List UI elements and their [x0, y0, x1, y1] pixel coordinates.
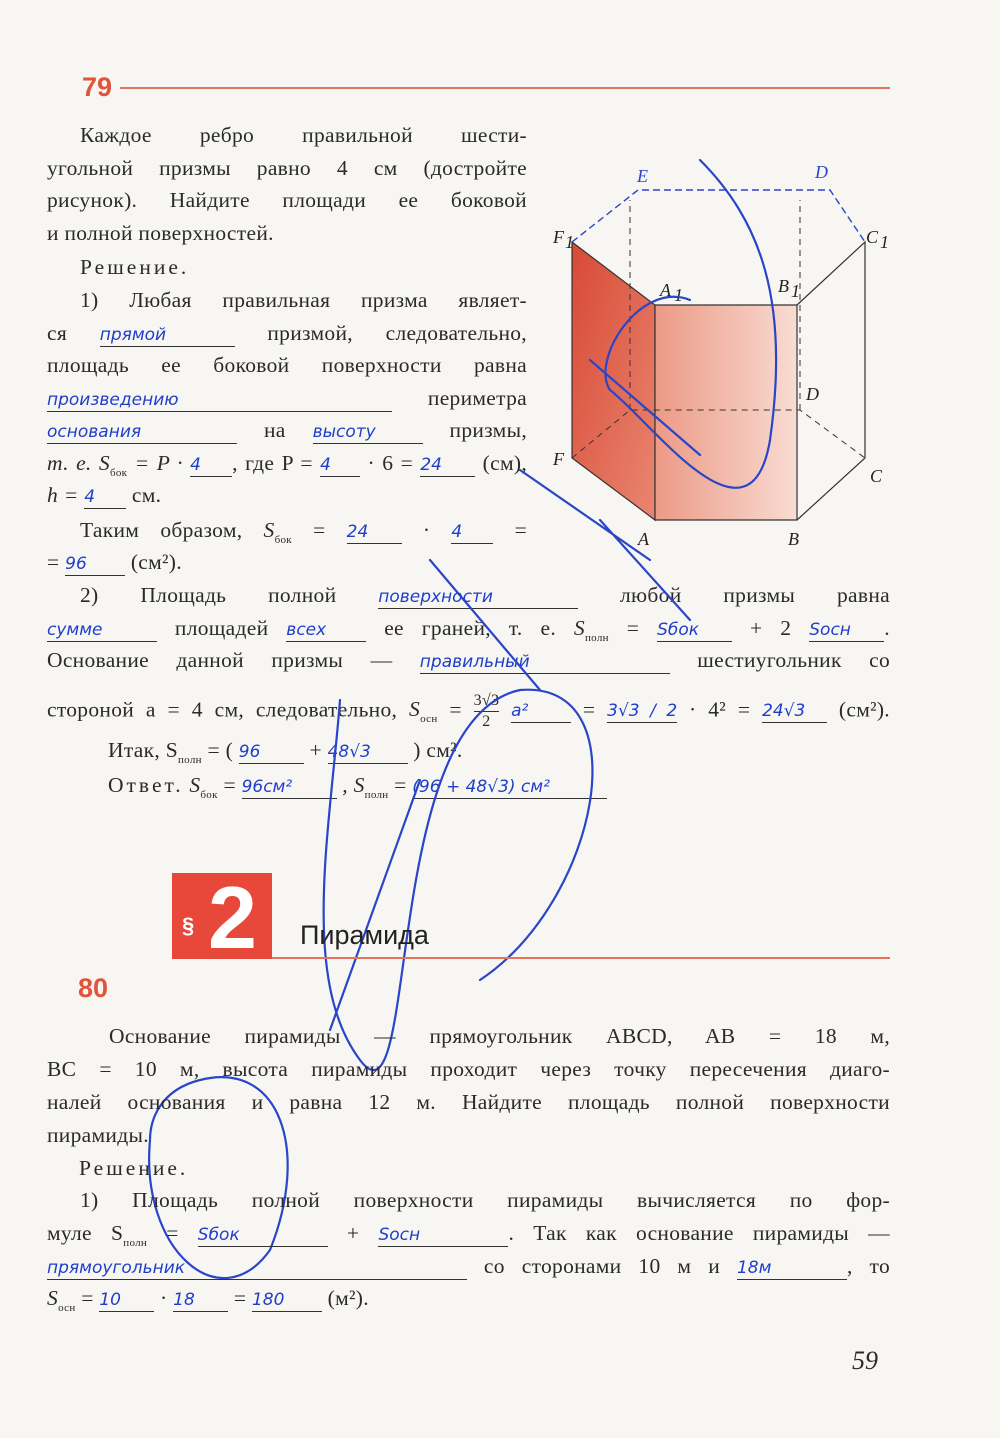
text: · 6 = — [367, 451, 414, 475]
statement-line: рисунок). Найдите площади ее боковой — [47, 188, 527, 212]
answer-blank[interactable]: 96 — [65, 553, 125, 576]
text: + 2 — [749, 616, 792, 640]
text-line — [47, 481, 527, 509]
text: · — [160, 1286, 168, 1310]
statement-line: BC = 10 м, высота пирамиды проходит через точку пересечения диаго- — [47, 1057, 890, 1081]
text: площадей — [174, 616, 269, 640]
answer-blank[interactable]: Sбок — [198, 1224, 328, 1247]
answer-blank[interactable]: Sосн — [378, 1224, 508, 1247]
answer-blank[interactable]: произведению — [47, 389, 392, 412]
section-symbol: § — [182, 913, 195, 938]
answer-blank[interactable]: высоту — [313, 421, 423, 444]
text-line — [47, 416, 527, 444]
answer-blank[interactable]: 10 — [99, 1289, 154, 1312]
text: на — [263, 418, 286, 442]
answer-blank[interactable]: правильный — [420, 651, 670, 674]
text: (м²). — [327, 1286, 369, 1310]
hexagonal-prism-figure — [540, 150, 900, 550]
label-A1: A — [660, 280, 671, 300]
answer-blank[interactable]: Sбок — [657, 619, 732, 642]
text: = — [166, 1221, 179, 1245]
answer-blank[interactable]: 96 — [239, 741, 304, 764]
label-C: C — [870, 466, 883, 486]
answer-blank[interactable]: 3√3 / 2 — [607, 701, 678, 722]
text: ее граней, т. е. — [384, 616, 557, 640]
statement-line: налей основания и равна 12 м. Найдите площадь полной поверхности — [47, 1090, 890, 1114]
text: = — [223, 773, 236, 797]
text: = — [47, 550, 60, 574]
prism-edge — [797, 242, 865, 520]
text-line — [47, 581, 890, 609]
text: (см), — [482, 451, 528, 475]
text: см. — [131, 483, 162, 507]
text: , то — [846, 1254, 890, 1278]
text: шестиугольник со — [697, 648, 890, 672]
text-line — [47, 646, 890, 674]
statement-line: и полной поверхностей. — [47, 221, 274, 245]
section-badge — [172, 868, 272, 967]
answer-blank[interactable]: 4 — [320, 454, 360, 477]
text: = — [81, 1286, 94, 1310]
text: = — [313, 518, 326, 542]
text: любой призмы равна — [620, 583, 890, 607]
answer-blank[interactable]: 4 — [451, 521, 493, 544]
answer-blank[interactable]: прямой — [100, 324, 235, 347]
fraction: $\frac{3√3}{2}$ — [473, 692, 500, 730]
answer-label: Ответ. — [108, 773, 184, 797]
text-line — [47, 691, 890, 733]
label-D1: D — [815, 162, 828, 182]
text-line: площадь ее боковой поверхности равна — [47, 353, 527, 377]
divider — [120, 87, 890, 89]
text: Итак, $S_{полн}$ — [108, 738, 202, 766]
solution-label: Решение. — [79, 1156, 189, 1180]
answer-blank[interactable]: (96 + 48√3) см² — [412, 776, 607, 799]
answer-blank[interactable]: a² — [511, 700, 571, 723]
text: = P · — [134, 451, 183, 475]
text: = — [233, 1286, 247, 1310]
text: = — [626, 616, 640, 640]
text: = — [394, 773, 407, 797]
label-D: D — [806, 384, 819, 404]
text: стороной a = 4 см, следовательно, — [47, 697, 398, 722]
label-F1: F — [553, 227, 564, 247]
top-edges-ink — [572, 190, 865, 242]
label-A: A — [638, 529, 649, 549]
text: 2) Площадь полной — [80, 583, 337, 607]
text: $S_{бок}$ — [263, 518, 292, 546]
text-line — [47, 1284, 890, 1322]
text: Таким образом, — [80, 518, 243, 542]
text-line — [47, 1252, 890, 1280]
text: (см²). — [130, 550, 182, 574]
text: = ( — [207, 738, 234, 762]
svg-text:1: 1 — [791, 281, 800, 301]
text: + — [346, 1221, 360, 1245]
text-line: 1) Площадь полной поверхности пирамиды вычисляется по фор- — [80, 1188, 890, 1212]
section-number: 2 — [208, 868, 257, 967]
text: со сторонами 10 м и — [483, 1254, 721, 1278]
answer-blank[interactable]: всех — [286, 619, 366, 642]
prism-face-left — [572, 242, 655, 520]
text: ся — [47, 321, 68, 345]
text: призмой, следовательно, — [267, 321, 527, 345]
answer-line — [47, 771, 890, 809]
section-title: Пирамида — [300, 920, 429, 950]
answer-blank[interactable]: 180 — [252, 1289, 322, 1312]
prism-face-front — [655, 305, 797, 520]
answer-blank[interactable]: 4 — [84, 486, 126, 509]
text: = — [582, 697, 596, 722]
problem-number-80: 80 — [78, 973, 109, 1003]
text: . Так как основание пирамиды — — [508, 1221, 890, 1245]
label-B1: B — [778, 276, 789, 296]
statement-line: угольной призмы равно 4 см (достройте — [47, 156, 527, 180]
text: муле $S_{полн}$ — [47, 1221, 148, 1249]
answer-blank[interactable]: основания — [47, 421, 237, 444]
answer-blank[interactable]: 96см² — [242, 776, 337, 799]
answer-blank[interactable]: 4 — [190, 454, 232, 477]
solution-label: Решение. — [80, 255, 190, 279]
text: = — [514, 518, 527, 542]
text-line — [47, 384, 527, 412]
text: $S_{осн}$ — [409, 697, 438, 726]
text: (см²). — [838, 697, 890, 722]
answer-blank[interactable]: Sосн — [809, 619, 884, 642]
svg-text:1: 1 — [674, 285, 683, 305]
text: , где P = — [232, 451, 313, 475]
text: h = — [47, 483, 79, 507]
text: $S_{осн}$ — [47, 1286, 76, 1314]
text: Основание данной призмы — — [47, 648, 393, 672]
text-line — [47, 548, 527, 576]
divider — [272, 957, 890, 959]
label-B: B — [788, 529, 799, 549]
svg-text:1: 1 — [880, 232, 889, 252]
text: , $S_{полн}$ — [342, 773, 389, 801]
answer-blank[interactable]: 18м — [737, 1257, 847, 1280]
text-line — [47, 319, 527, 347]
text: $S_{полн}$ — [573, 616, 609, 644]
answer-blank[interactable]: сумме — [47, 619, 157, 642]
text: ) см². — [413, 738, 463, 762]
label-C1: C — [866, 227, 879, 247]
text: + — [309, 738, 322, 762]
answer-blank[interactable]: прямоугольник — [47, 1257, 467, 1280]
statement-line: пирамиды. — [47, 1123, 149, 1147]
statement-line: Основание пирамиды — прямоугольник ABCD, AB = 18 м, — [109, 1024, 890, 1048]
answer-blank[interactable]: 24√3 — [762, 700, 827, 723]
problem-number-79: 79 — [82, 72, 113, 102]
label-F: F — [553, 449, 564, 469]
statement-line: Каждое ребро правильной шести- — [80, 123, 527, 147]
svg-text:1: 1 — [565, 232, 574, 252]
text-line — [47, 736, 890, 774]
text: · — [422, 518, 431, 542]
text-line: 1) Любая правильная призма являет- — [80, 288, 527, 312]
answer-blank[interactable]: 18 — [173, 1289, 228, 1312]
label-E1: E — [637, 166, 648, 186]
answer-blank[interactable]: 48√3 — [328, 741, 408, 764]
answer-blank[interactable]: 24 — [420, 454, 475, 477]
answer-blank[interactable]: 24 — [347, 521, 402, 544]
text: · 4² = — [688, 697, 751, 722]
text: призмы, — [449, 418, 527, 442]
text: . — [884, 616, 890, 640]
text: = — [449, 697, 462, 722]
text: периметра — [427, 386, 527, 410]
text: $S_{бок}$ — [189, 773, 218, 801]
page-number: 59 — [852, 1346, 878, 1375]
answer-blank[interactable]: поверхности — [378, 586, 578, 609]
text: т. е. $S_{бок}$ — [47, 451, 128, 479]
